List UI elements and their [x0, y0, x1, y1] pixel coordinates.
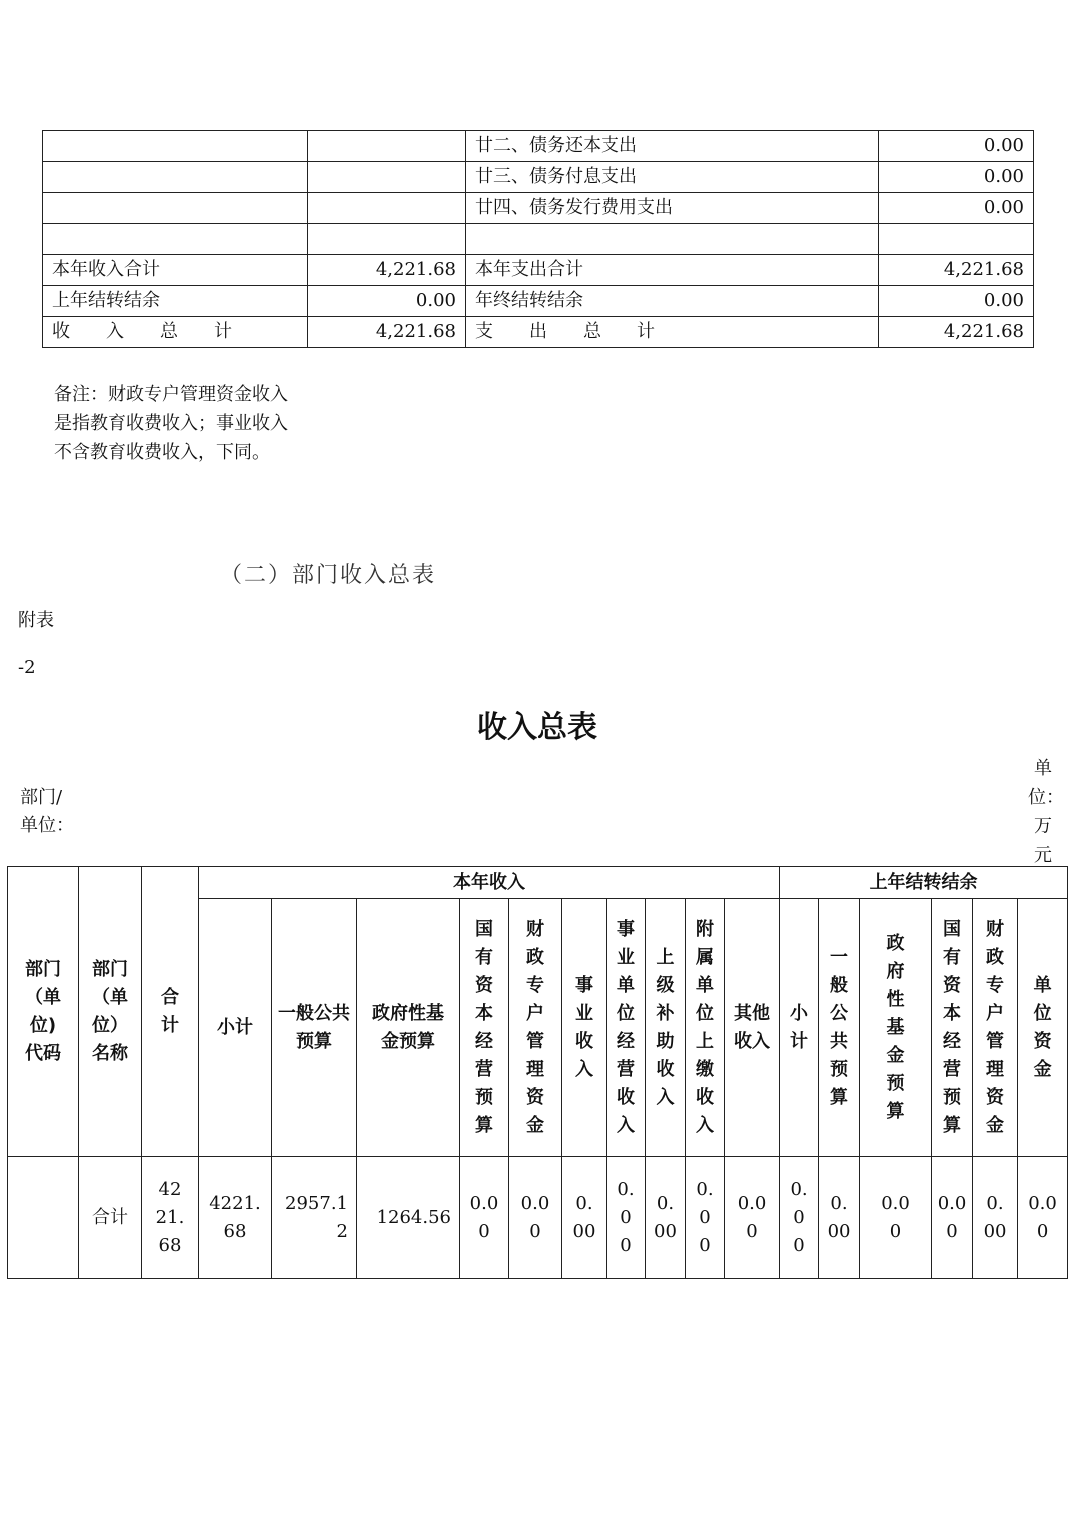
header-cur-superior: 上级补助收入 [646, 899, 686, 1157]
right-label-cell: 廿二、债务还本支出 [466, 131, 879, 162]
left-value-cell: 0.00 [308, 286, 466, 317]
header-current-year: 本年收入 [199, 867, 780, 899]
cell-cur-operating: 0.00 [607, 1157, 646, 1279]
cell-cur-affiliate: 0.00 [686, 1157, 725, 1279]
cell-code [8, 1157, 79, 1279]
cell-prior-unit-fund: 0.00 [1018, 1157, 1068, 1279]
table-row [43, 162, 1034, 193]
left-label-cell [43, 162, 308, 193]
right-label-cell [466, 224, 879, 255]
cell-cur-other: 0.00 [725, 1157, 780, 1279]
right-value-cell: 0.00 [879, 286, 1034, 317]
cell-cur-fiscal-account: 0.00 [509, 1157, 562, 1279]
cell-cur-gov-fund: 1264.56 [357, 1157, 460, 1279]
table-row [43, 317, 1034, 348]
cell-prior-subtotal: 0.00 [780, 1157, 819, 1279]
header-cur-fiscal-account: 财政专户管理资金 [509, 899, 562, 1157]
left-value-cell: 4,221.68 [308, 255, 466, 286]
annex-label: 附表 [18, 610, 54, 631]
header-prior-fiscal-account: 财政专户管理资金 [973, 899, 1018, 1157]
header-cur-state-capital: 国有资本经营预算 [460, 899, 509, 1157]
header-prior-general: 一般公共预算 [819, 899, 860, 1157]
annex-number: -2 [18, 657, 36, 678]
cell-name: 合计 [79, 1157, 142, 1279]
header-cur-gov-fund: 政府性基金预算 [357, 899, 460, 1157]
left-value-cell: 4,221.68 [308, 317, 466, 348]
left-value-cell [308, 224, 466, 255]
header-dept-code: 部门（单位)代码 [8, 867, 79, 1157]
cell-cur-superior: 0.00 [646, 1157, 686, 1279]
header-prior-subtotal: 小计 [780, 899, 819, 1157]
right-value-cell: 0.00 [879, 131, 1034, 162]
table-title: 收入总表 [477, 710, 597, 745]
table-row [43, 131, 1034, 162]
right-value-cell: 0.00 [879, 162, 1034, 193]
left-label-cell [43, 224, 308, 255]
department-label: 部门/单位： [20, 787, 74, 836]
header-prior-year: 上年结转结余 [780, 867, 1068, 899]
right-label-cell: 廿四、债务发行费用支出 [466, 193, 879, 224]
cell-cur-state-capital: 0.00 [460, 1157, 509, 1279]
income-summary-table [7, 866, 1068, 1279]
unit-label: 单位：万元 [1028, 758, 1064, 866]
header-cur-other: 其他收入 [725, 899, 780, 1157]
left-value-cell [308, 131, 466, 162]
left-value-cell [308, 193, 466, 224]
header-cur-affiliate: 附属单位上缴收入 [686, 899, 725, 1157]
header-dept-name: 部门（单位）名称 [79, 867, 142, 1157]
table-row [43, 193, 1034, 224]
table-row [43, 286, 1034, 317]
header-total: 合计 [142, 867, 199, 1157]
cell-cur-subtotal: 4221.68 [199, 1157, 272, 1279]
header-cur-operating: 事业单位经营收入 [607, 899, 646, 1157]
cell-cur-general: 2957.12 [272, 1157, 357, 1279]
right-label-cell: 支 出 总 计 [466, 317, 879, 348]
cell-prior-fiscal-account: 0.00 [973, 1157, 1018, 1279]
right-label-cell: 本年支出合计 [466, 255, 879, 286]
table-row [43, 224, 1034, 255]
header-cur-business: 事业收入 [562, 899, 607, 1157]
header-cur-subtotal: 小计 [199, 899, 272, 1157]
header-prior-unit-fund: 单位资金 [1018, 899, 1068, 1157]
left-label-cell: 本年收入合计 [43, 255, 308, 286]
header-cur-general: 一般公共预算 [272, 899, 357, 1157]
cell-cur-business: 0.00 [562, 1157, 607, 1279]
header-prior-gov-fund: 政府性基金预算 [860, 899, 932, 1157]
balance-summary-table [42, 130, 1034, 348]
right-label-cell: 年终结转结余 [466, 286, 879, 317]
left-label-cell: 上年结转结余 [43, 286, 308, 317]
left-label-cell: 收 入 总 计 [43, 317, 308, 348]
table-row [43, 255, 1034, 286]
right-value-cell: 4,221.68 [879, 255, 1034, 286]
table-row [8, 1157, 1068, 1279]
left-label-cell [43, 131, 308, 162]
left-label-cell [43, 193, 308, 224]
header-prior-state-capital: 国有资本经营预算 [932, 899, 973, 1157]
right-value-cell: 4,221.68 [879, 317, 1034, 348]
right-label-cell: 廿三、债务付息支出 [466, 162, 879, 193]
section-title: （二）部门收入总表 [220, 563, 437, 588]
right-value-cell: 0.00 [879, 193, 1034, 224]
cell-prior-gov-fund: 0.00 [860, 1157, 932, 1279]
right-value-cell [879, 224, 1034, 255]
cell-prior-general: 0.00 [819, 1157, 860, 1279]
left-value-cell [308, 162, 466, 193]
cell-prior-state-capital: 0.00 [932, 1157, 973, 1279]
cell-total: 4221.68 [142, 1157, 199, 1279]
footnote: 备注：财政专户管理资金收入是指教育收费收入；事业收入不含教育收费收入，下同。 [54, 384, 288, 463]
